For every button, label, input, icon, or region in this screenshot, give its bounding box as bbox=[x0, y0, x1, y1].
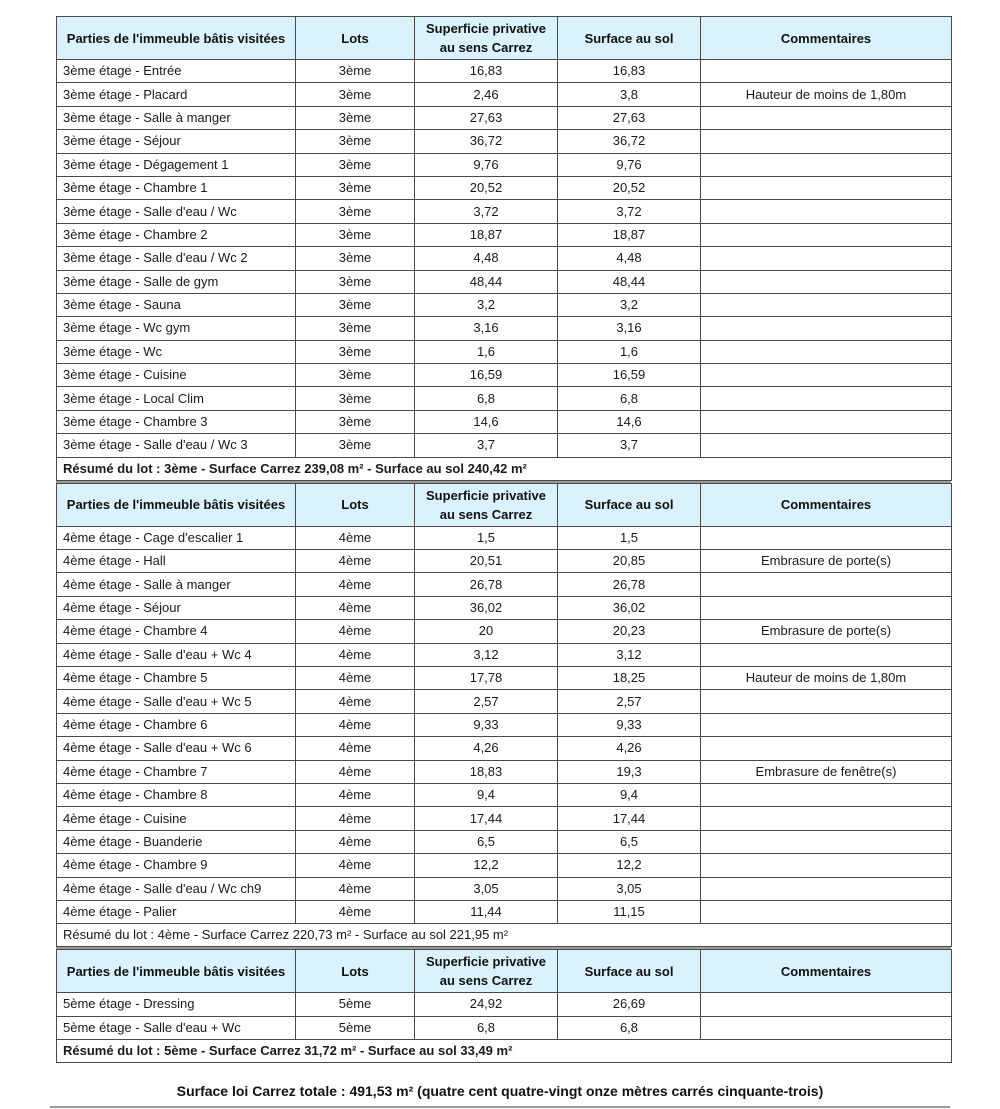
comment-cell bbox=[701, 387, 952, 410]
room-name-cell: 3ème étage - Salle d'eau / Wc 3 bbox=[57, 434, 296, 457]
lot-cell: 5ème bbox=[296, 993, 415, 1016]
room-name-cell: 4ème étage - Salle d'eau / Wc ch9 bbox=[57, 877, 296, 900]
lot-cell: 4ème bbox=[296, 900, 415, 923]
table-row bbox=[57, 690, 952, 713]
lot-cell: 4ème bbox=[296, 573, 415, 596]
floor-surface-cell: 18,25 bbox=[558, 666, 701, 689]
header-parties: Parties de l'immeuble bâtis visitées bbox=[57, 483, 296, 526]
floor-surface-cell: 3,7 bbox=[558, 434, 701, 457]
comment-cell: Embrasure de fenêtre(s) bbox=[701, 760, 952, 783]
carrez-surface-cell: 9,4 bbox=[415, 783, 558, 806]
lot-summary-row bbox=[57, 924, 952, 947]
floor-surface-cell: 26,78 bbox=[558, 573, 701, 596]
room-name-cell: 5ème étage - Salle d'eau + Wc bbox=[57, 1016, 296, 1039]
room-name-cell: 4ème étage - Cage d'escalier 1 bbox=[57, 526, 296, 549]
header-lots: Lots bbox=[296, 483, 415, 526]
comment-cell bbox=[701, 737, 952, 760]
comment-cell bbox=[701, 270, 952, 293]
comment-cell bbox=[701, 317, 952, 340]
room-name-cell: 4ème étage - Palier bbox=[57, 900, 296, 923]
room-name-cell: 4ème étage - Hall bbox=[57, 550, 296, 573]
table-row bbox=[57, 176, 952, 199]
lot-cell: 4ème bbox=[296, 550, 415, 573]
table-row bbox=[57, 830, 952, 853]
room-name-cell: 4ème étage - Chambre 7 bbox=[57, 760, 296, 783]
floor-surface-cell: 20,85 bbox=[558, 550, 701, 573]
table-row bbox=[57, 270, 952, 293]
comment-cell bbox=[701, 293, 952, 316]
lot-cell: 3ème bbox=[296, 153, 415, 176]
header-parties: Parties de l'immeuble bâtis visitées bbox=[57, 17, 296, 60]
header-sol: Surface au sol bbox=[558, 950, 701, 993]
carrez-surface-cell: 18,87 bbox=[415, 223, 558, 246]
floor-surface-cell: 11,15 bbox=[558, 900, 701, 923]
room-name-cell: 4ème étage - Chambre 8 bbox=[57, 783, 296, 806]
room-name-cell: 3ème étage - Séjour bbox=[57, 130, 296, 153]
floor-surface-cell: 17,44 bbox=[558, 807, 701, 830]
comment-cell bbox=[701, 130, 952, 153]
header-lots: Lots bbox=[296, 17, 415, 60]
lot-cell: 3ème bbox=[296, 293, 415, 316]
room-name-cell: 3ème étage - Salle d'eau / Wc bbox=[57, 200, 296, 223]
floor-surface-cell: 9,4 bbox=[558, 783, 701, 806]
floor-surface-cell: 1,6 bbox=[558, 340, 701, 363]
carrez-surface-cell: 6,5 bbox=[415, 830, 558, 853]
comment-cell: Hauteur de moins de 1,80m bbox=[701, 666, 952, 689]
room-name-cell: 4ème étage - Salle à manger bbox=[57, 573, 296, 596]
lot-cell: 4ème bbox=[296, 596, 415, 619]
table-row bbox=[57, 410, 952, 433]
floor-surface-cell: 6,8 bbox=[558, 387, 701, 410]
floor-surface-cell: 48,44 bbox=[558, 270, 701, 293]
floor-surface-cell: 4,26 bbox=[558, 737, 701, 760]
table-row bbox=[57, 387, 952, 410]
room-name-cell: 3ème étage - Placard bbox=[57, 83, 296, 106]
comment-cell: Embrasure de porte(s) bbox=[701, 550, 952, 573]
carrez-surface-cell: 11,44 bbox=[415, 900, 558, 923]
carrez-surface-cell: 6,8 bbox=[415, 387, 558, 410]
room-name-cell: 3ème étage - Salle d'eau / Wc 2 bbox=[57, 247, 296, 270]
carrez-surface-cell: 3,7 bbox=[415, 434, 558, 457]
table-row bbox=[57, 200, 952, 223]
comment-cell: Hauteur de moins de 1,80m bbox=[701, 83, 952, 106]
floor-surface-cell: 2,57 bbox=[558, 690, 701, 713]
footer-divider bbox=[50, 1106, 950, 1108]
table-row bbox=[57, 434, 952, 457]
floor-surface-cell: 9,33 bbox=[558, 713, 701, 736]
comment-cell bbox=[701, 1016, 952, 1039]
floor-surface-cell: 6,8 bbox=[558, 1016, 701, 1039]
comment-cell bbox=[701, 434, 952, 457]
room-name-cell: 4ème étage - Cuisine bbox=[57, 807, 296, 830]
comment-cell bbox=[701, 830, 952, 853]
table-row bbox=[57, 807, 952, 830]
header-commentaires: Commentaires bbox=[701, 17, 952, 60]
comment-cell bbox=[701, 900, 952, 923]
carrez-surface-cell: 2,57 bbox=[415, 690, 558, 713]
lot-cell: 4ème bbox=[296, 830, 415, 853]
room-name-cell: 3ème étage - Sauna bbox=[57, 293, 296, 316]
table-row bbox=[57, 620, 952, 643]
comment-cell bbox=[701, 410, 952, 433]
lot-cell: 3ème bbox=[296, 106, 415, 129]
comment-cell bbox=[701, 643, 952, 666]
carrez-surface-cell: 12,2 bbox=[415, 854, 558, 877]
carrez-surface-cell: 14,6 bbox=[415, 410, 558, 433]
lot-cell: 4ème bbox=[296, 737, 415, 760]
lot-cell: 3ème bbox=[296, 60, 415, 83]
floor-surface-cell: 18,87 bbox=[558, 223, 701, 246]
lot-cell: 3ème bbox=[296, 130, 415, 153]
room-name-cell: 4ème étage - Chambre 6 bbox=[57, 713, 296, 736]
floor-surface-cell: 4,48 bbox=[558, 247, 701, 270]
floor-surface-cell: 3,16 bbox=[558, 317, 701, 340]
comment-cell bbox=[701, 200, 952, 223]
room-name-cell: 4ème étage - Séjour bbox=[57, 596, 296, 619]
carrez-surface-cell: 3,16 bbox=[415, 317, 558, 340]
lot-cell: 4ème bbox=[296, 526, 415, 549]
carrez-surface-cell: 4,26 bbox=[415, 737, 558, 760]
lot-cell: 3ème bbox=[296, 247, 415, 270]
room-name-cell: 3ème étage - Local Clim bbox=[57, 387, 296, 410]
floor-surface-cell: 19,3 bbox=[558, 760, 701, 783]
carrez-surface-cell: 36,72 bbox=[415, 130, 558, 153]
carrez-surface-cell: 16,59 bbox=[415, 364, 558, 387]
floor-surface-cell: 3,12 bbox=[558, 643, 701, 666]
comment-cell bbox=[701, 364, 952, 387]
table-row bbox=[57, 666, 952, 689]
lot-summary: Résumé du lot : 5ème - Surface Carrez 31,72 m² - Surface au sol 33,49 m² bbox=[57, 1040, 952, 1063]
floor-surface-cell: 3,2 bbox=[558, 293, 701, 316]
comment-cell bbox=[701, 176, 952, 199]
room-name-cell: 3ème étage - Chambre 2 bbox=[57, 223, 296, 246]
table-row bbox=[57, 854, 952, 877]
table-row bbox=[57, 317, 952, 340]
comment-cell bbox=[701, 526, 952, 549]
comment-cell bbox=[701, 877, 952, 900]
carrez-surface-cell: 18,83 bbox=[415, 760, 558, 783]
lot-rows bbox=[57, 60, 952, 458]
header-lots: Lots bbox=[296, 950, 415, 993]
lot-cell: 3ème bbox=[296, 387, 415, 410]
table-header-row bbox=[57, 17, 952, 60]
lot-table-3eme bbox=[56, 16, 952, 481]
lot-cell: 3ème bbox=[296, 317, 415, 340]
room-name-cell: 4ème étage - Chambre 5 bbox=[57, 666, 296, 689]
lot-rows bbox=[57, 993, 952, 1040]
floor-surface-cell: 3,72 bbox=[558, 200, 701, 223]
floor-surface-cell: 16,83 bbox=[558, 60, 701, 83]
room-name-cell: 5ème étage - Dressing bbox=[57, 993, 296, 1016]
table-row bbox=[57, 993, 952, 1016]
room-name-cell: 3ème étage - Chambre 3 bbox=[57, 410, 296, 433]
room-name-cell: 3ème étage - Salle à manger bbox=[57, 106, 296, 129]
floor-surface-cell: 3,8 bbox=[558, 83, 701, 106]
table-row bbox=[57, 550, 952, 573]
header-commentaires: Commentaires bbox=[701, 950, 952, 993]
header-parties: Parties de l'immeuble bâtis visitées bbox=[57, 950, 296, 993]
carrez-surface-cell: 26,78 bbox=[415, 573, 558, 596]
table-row bbox=[57, 106, 952, 129]
floor-surface-cell: 14,6 bbox=[558, 410, 701, 433]
room-name-cell: 3ème étage - Cuisine bbox=[57, 364, 296, 387]
floor-surface-cell: 36,02 bbox=[558, 596, 701, 619]
carrez-surface-cell: 16,83 bbox=[415, 60, 558, 83]
floor-surface-cell: 3,05 bbox=[558, 877, 701, 900]
room-name-cell: 4ème étage - Salle d'eau + Wc 4 bbox=[57, 643, 296, 666]
comment-cell bbox=[701, 106, 952, 129]
table-row bbox=[57, 340, 952, 363]
lot-cell: 3ème bbox=[296, 176, 415, 199]
floor-surface-cell: 6,5 bbox=[558, 830, 701, 853]
table-row bbox=[57, 153, 952, 176]
floor-surface-cell: 20,23 bbox=[558, 620, 701, 643]
comment-cell bbox=[701, 247, 952, 270]
table-row bbox=[57, 643, 952, 666]
comment-cell bbox=[701, 993, 952, 1016]
header-carrez: Superficie privative au sens Carrez bbox=[415, 950, 558, 993]
comment-cell bbox=[701, 153, 952, 176]
table-row bbox=[57, 130, 952, 153]
carrez-surface-cell: 3,2 bbox=[415, 293, 558, 316]
lot-cell: 5ème bbox=[296, 1016, 415, 1039]
comment-cell: Embrasure de porte(s) bbox=[701, 620, 952, 643]
room-name-cell: 4ème étage - Salle d'eau + Wc 6 bbox=[57, 737, 296, 760]
table-row bbox=[57, 737, 952, 760]
carrez-surface-cell: 9,76 bbox=[415, 153, 558, 176]
lot-cell: 4ème bbox=[296, 666, 415, 689]
header-sol: Surface au sol bbox=[558, 483, 701, 526]
lot-rows bbox=[57, 526, 952, 924]
floor-surface-cell: 12,2 bbox=[558, 854, 701, 877]
carrez-surface-cell: 48,44 bbox=[415, 270, 558, 293]
lot-summary-row bbox=[57, 1040, 952, 1063]
table-row bbox=[57, 713, 952, 736]
table-row bbox=[57, 247, 952, 270]
lot-cell: 4ème bbox=[296, 760, 415, 783]
carrez-surface-cell: 20 bbox=[415, 620, 558, 643]
room-name-cell: 4ème étage - Buanderie bbox=[57, 830, 296, 853]
floor-surface-cell: 9,76 bbox=[558, 153, 701, 176]
room-name-cell: 3ème étage - Wc gym bbox=[57, 317, 296, 340]
table-row bbox=[57, 83, 952, 106]
header-carrez: Superficie privative au sens Carrez bbox=[415, 483, 558, 526]
comment-cell bbox=[701, 60, 952, 83]
carrez-surface-cell: 3,05 bbox=[415, 877, 558, 900]
lot-cell: 4ème bbox=[296, 807, 415, 830]
lot-cell: 3ème bbox=[296, 200, 415, 223]
lot-cell: 3ème bbox=[296, 270, 415, 293]
lot-table-5eme bbox=[56, 949, 952, 1063]
table-row bbox=[57, 526, 952, 549]
carrez-surface-cell: 1,5 bbox=[415, 526, 558, 549]
room-name-cell: 3ème étage - Salle de gym bbox=[57, 270, 296, 293]
lot-cell: 3ème bbox=[296, 364, 415, 387]
floor-surface-cell: 26,69 bbox=[558, 993, 701, 1016]
table-row bbox=[57, 596, 952, 619]
lot-cell: 3ème bbox=[296, 410, 415, 433]
floor-surface-cell: 20,52 bbox=[558, 176, 701, 199]
floor-surface-cell: 1,5 bbox=[558, 526, 701, 549]
table-row bbox=[57, 1016, 952, 1039]
table-row bbox=[57, 877, 952, 900]
lot-cell: 3ème bbox=[296, 83, 415, 106]
header-commentaires: Commentaires bbox=[701, 483, 952, 526]
room-name-cell: 3ème étage - Chambre 1 bbox=[57, 176, 296, 199]
carrez-surface-cell: 4,48 bbox=[415, 247, 558, 270]
floor-surface-cell: 27,63 bbox=[558, 106, 701, 129]
table-row bbox=[57, 760, 952, 783]
lot-summary-row bbox=[57, 457, 952, 480]
carrez-surface-cell: 36,02 bbox=[415, 596, 558, 619]
carrez-surface-cell: 3,12 bbox=[415, 643, 558, 666]
carrez-surface-cell: 20,51 bbox=[415, 550, 558, 573]
comment-cell bbox=[701, 596, 952, 619]
carrez-surface-cell: 17,44 bbox=[415, 807, 558, 830]
lot-cell: 4ème bbox=[296, 877, 415, 900]
comment-cell bbox=[701, 807, 952, 830]
table-row bbox=[57, 60, 952, 83]
lot-cell: 4ème bbox=[296, 690, 415, 713]
lot-table-4eme bbox=[56, 483, 952, 948]
lot-cell: 4ème bbox=[296, 854, 415, 877]
carrez-surface-cell: 6,8 bbox=[415, 1016, 558, 1039]
lot-summary: Résumé du lot : 4ème - Surface Carrez 220,73 m² - Surface au sol 221,95 m² bbox=[57, 924, 952, 947]
carrez-surface-cell: 1,6 bbox=[415, 340, 558, 363]
room-name-cell: 4ème étage - Salle d'eau + Wc 5 bbox=[57, 690, 296, 713]
table-row bbox=[57, 573, 952, 596]
comment-cell bbox=[701, 690, 952, 713]
comment-cell bbox=[701, 223, 952, 246]
table-row bbox=[57, 293, 952, 316]
comment-cell bbox=[701, 573, 952, 596]
table-row bbox=[57, 783, 952, 806]
floor-surface-cell: 16,59 bbox=[558, 364, 701, 387]
carrez-surface-cell: 17,78 bbox=[415, 666, 558, 689]
room-name-cell: 4ème étage - Chambre 9 bbox=[57, 854, 296, 877]
lot-cell: 3ème bbox=[296, 223, 415, 246]
table-row bbox=[57, 223, 952, 246]
carrez-report bbox=[56, 16, 951, 1063]
carrez-surface-cell: 20,52 bbox=[415, 176, 558, 199]
header-carrez: Superficie privative au sens Carrez bbox=[415, 17, 558, 60]
room-name-cell: 3ème étage - Dégagement 1 bbox=[57, 153, 296, 176]
carrez-surface-cell: 24,92 bbox=[415, 993, 558, 1016]
room-name-cell: 3ème étage - Entrée bbox=[57, 60, 296, 83]
lot-summary: Résumé du lot : 3ème - Surface Carrez 239,08 m² - Surface au sol 240,42 m² bbox=[57, 457, 952, 480]
lot-cell: 3ème bbox=[296, 340, 415, 363]
header-sol: Surface au sol bbox=[558, 17, 701, 60]
comment-cell bbox=[701, 340, 952, 363]
carrez-surface-cell: 3,72 bbox=[415, 200, 558, 223]
comment-cell bbox=[701, 854, 952, 877]
table-header-row bbox=[57, 483, 952, 526]
table-row bbox=[57, 900, 952, 923]
comment-cell bbox=[701, 713, 952, 736]
lot-cell: 4ème bbox=[296, 783, 415, 806]
total-carrez-surface: Surface loi Carrez totale : 491,53 m² (quatre cent quatre-vingt onze mètres carrés cinquante-trois) bbox=[176, 1083, 824, 1099]
carrez-surface-cell: 27,63 bbox=[415, 106, 558, 129]
floor-surface-cell: 36,72 bbox=[558, 130, 701, 153]
table-row bbox=[57, 364, 952, 387]
room-name-cell: 3ème étage - Wc bbox=[57, 340, 296, 363]
lot-cell: 3ème bbox=[296, 434, 415, 457]
lot-cell: 4ème bbox=[296, 643, 415, 666]
carrez-surface-cell: 9,33 bbox=[415, 713, 558, 736]
comment-cell bbox=[701, 783, 952, 806]
room-name-cell: 4ème étage - Chambre 4 bbox=[57, 620, 296, 643]
table-header-row bbox=[57, 950, 952, 993]
lot-cell: 4ème bbox=[296, 713, 415, 736]
lot-cell: 4ème bbox=[296, 620, 415, 643]
carrez-surface-cell: 2,46 bbox=[415, 83, 558, 106]
